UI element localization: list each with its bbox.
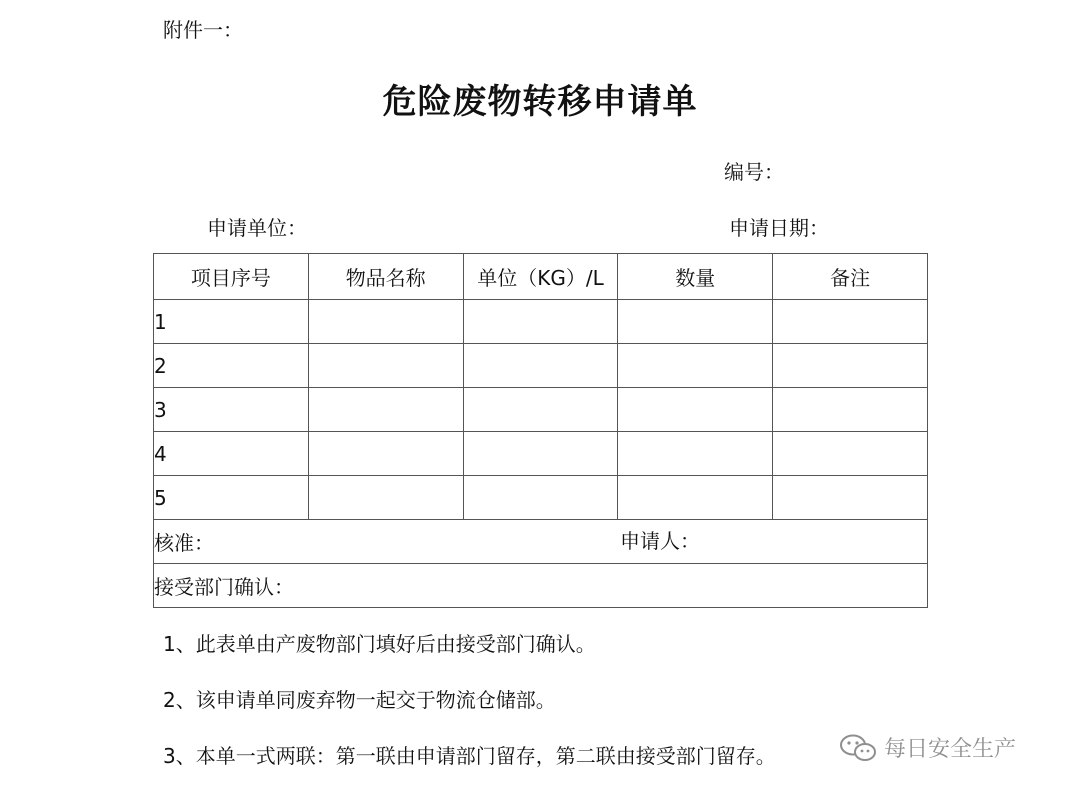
table-row [154, 432, 928, 476]
row-number-cell: 5 [154, 476, 309, 520]
remarks-cell[interactable] [773, 300, 928, 344]
header-item-name: 物品名称 [308, 254, 463, 300]
watermark-text: 每日安全生产 [884, 737, 1017, 762]
applicant-label: 申请人： [620, 529, 700, 553]
remarks-cell[interactable] [773, 388, 928, 432]
applicant-unit-label: 申请单位： [207, 216, 307, 240]
row-number-cell: 4 [154, 432, 309, 476]
unit-cell[interactable] [463, 300, 618, 344]
item-name-cell[interactable] [308, 300, 463, 344]
row-number-cell: 3 [154, 388, 309, 432]
item-name-cell[interactable] [308, 432, 463, 476]
quantity-cell[interactable] [618, 344, 773, 388]
remarks-cell[interactable] [773, 432, 928, 476]
header-quantity: 数量 [618, 254, 773, 300]
unit-cell[interactable] [463, 432, 618, 476]
table-row [154, 300, 928, 344]
unit-cell[interactable] [463, 388, 618, 432]
receiving-confirm-row [154, 564, 928, 608]
receiving-confirm-cell[interactable] [154, 564, 928, 608]
watermark [838, 732, 1016, 763]
attachment-label: 附件一： [163, 18, 243, 42]
wechat-icon [838, 733, 878, 763]
remarks-cell[interactable] [773, 344, 928, 388]
table-header-row [154, 254, 928, 300]
header-item-number: 项目序号 [154, 254, 309, 300]
document-title: 危险废物转移申请单 [382, 82, 698, 122]
row-number-cell: 2 [154, 344, 309, 388]
item-name-cell[interactable] [308, 476, 463, 520]
remarks-cell[interactable] [773, 476, 928, 520]
quantity-cell[interactable] [618, 388, 773, 432]
note-2: 2、该申请单同废弃物一起交于物流仓储部。 [163, 688, 556, 712]
unit-cell[interactable] [463, 344, 618, 388]
quantity-cell[interactable] [618, 300, 773, 344]
apply-date-label: 申请日期： [729, 216, 829, 240]
receiving-confirm-label: 接受部门确认： [154, 575, 294, 599]
unit-cell[interactable] [463, 476, 618, 520]
header-remarks: 备注 [773, 254, 928, 300]
note-1: 1、此表单由产废物部门填好后由接受部门确认。 [163, 632, 596, 656]
row-number-cell: 1 [154, 300, 309, 344]
approve-label: 核准： [154, 531, 214, 555]
table-row [154, 476, 928, 520]
quantity-cell[interactable] [618, 432, 773, 476]
table-row [154, 344, 928, 388]
serial-number-label: 编号： [724, 160, 784, 184]
item-name-cell[interactable] [308, 388, 463, 432]
table-row [154, 388, 928, 432]
transfer-form-table [153, 253, 928, 608]
approval-row [154, 520, 928, 564]
header-unit: 单位（KG）/L [463, 254, 618, 300]
approval-cell[interactable] [154, 520, 928, 564]
note-3: 3、本单一式两联：第一联由申请部门留存，第二联由接受部门留存。 [163, 744, 776, 768]
quantity-cell[interactable] [618, 476, 773, 520]
item-name-cell[interactable] [308, 344, 463, 388]
